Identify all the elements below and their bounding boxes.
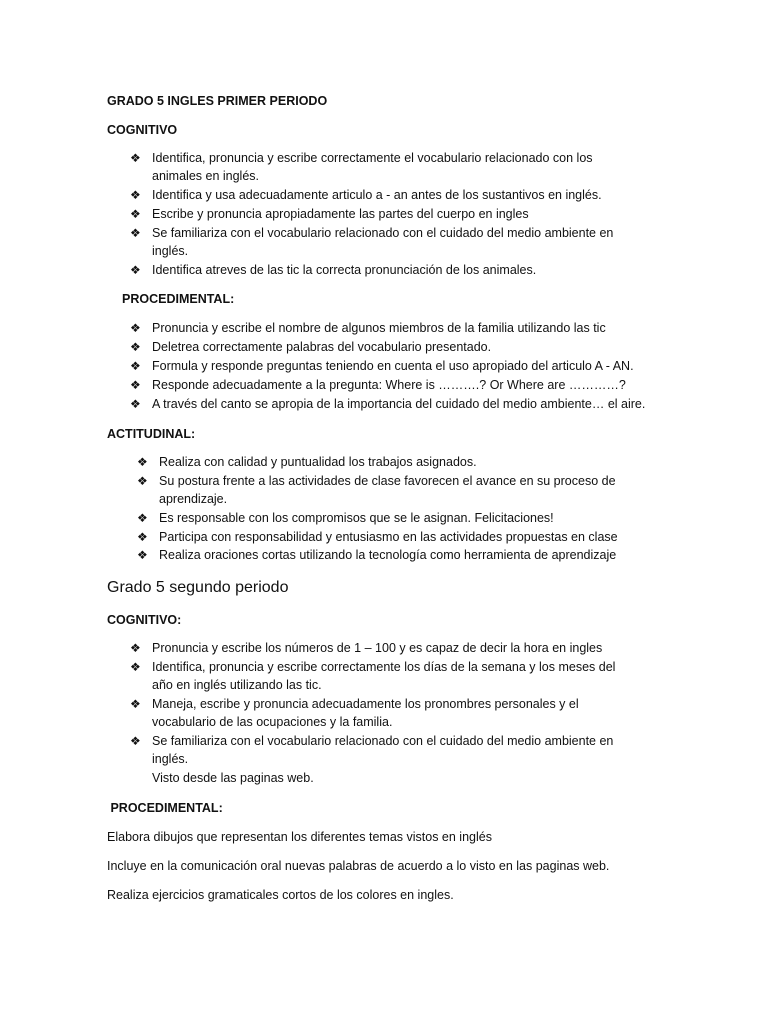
list-item-continuation: animales en inglés. [152, 169, 260, 183]
bullet-icon: ❖ [130, 151, 141, 165]
list-item: Maneja, escribe y pronuncia adecuadamente los pronombres personales y el [152, 697, 579, 711]
list-item: Realiza oraciones cortas utilizando la tecnología como herramienta de aprendizaje [159, 548, 617, 562]
bullet-icon: ❖ [130, 226, 141, 240]
list-item-continuation: aprendizaje. [159, 492, 228, 506]
bullet-icon: ❖ [130, 263, 141, 277]
period-1-title: GRADO 5 INGLES PRIMER PERIODO [107, 94, 328, 108]
list-item: Pronuncia y escribe el nombre de algunos miembros de la familia utilizando las tic [152, 321, 606, 335]
list-item: Escribe y pronuncia apropiadamente las partes del cuerpo en ingles [152, 207, 529, 221]
list-item: Responde adecuadamente a la pregunta: Where is ……….? Or Where are …………? [152, 378, 626, 392]
bullet-icon: ❖ [137, 455, 148, 469]
paragraph: Realiza ejercicios gramaticales cortos de los colores en ingles. [107, 888, 454, 902]
p1-cognitivo-heading: COGNITIVO [107, 123, 178, 137]
list-item-continuation: Visto desde las paginas web. [152, 771, 314, 785]
list-item: A través del canto se apropia de la importancia del cuidado del medio ambiente… el aire. [152, 397, 646, 411]
list-item-continuation: inglés. [152, 752, 189, 766]
paragraph: Incluye en la comunicación oral nuevas palabras de acuerdo a lo visto en las paginas web. [107, 859, 610, 873]
bullet-icon: ❖ [137, 474, 148, 488]
p1-procedimental-heading: PROCEDIMENTAL: [122, 292, 235, 306]
list-item-continuation: inglés. [152, 244, 189, 258]
bullet-icon: ❖ [130, 734, 141, 748]
list-item: Identifica atreves de las tic la correcta pronunciación de los animales. [152, 263, 537, 277]
list-item: Su postura frente a las actividades de clase favorecen el avance en su proceso de [159, 474, 616, 488]
paragraph: Elabora dibujos que representan los diferentes temas vistos en inglés [107, 830, 492, 844]
list-item: Formula y responde preguntas teniendo en cuenta el uso apropiado del articulo A - AN. [152, 359, 634, 373]
bullet-icon: ❖ [137, 548, 148, 562]
list-item: Identifica y usa adecuadamente articulo a - an antes de los sustantivos en inglés. [152, 188, 602, 202]
bullet-icon: ❖ [130, 359, 141, 373]
p2-procedimental-heading: PROCEDIMENTAL: [107, 801, 223, 815]
bullet-icon: ❖ [130, 321, 141, 335]
bullet-icon: ❖ [137, 530, 148, 544]
list-item: Realiza con calidad y puntualidad los trabajos asignados. [159, 455, 477, 469]
period-2-title: Grado 5 segundo periodo [107, 579, 289, 596]
bullet-icon: ❖ [130, 397, 141, 411]
p1-actitudinal-heading: ACTITUDINAL: [107, 427, 196, 441]
bullet-icon: ❖ [130, 641, 141, 655]
list-item-continuation: año en inglés utilizando las tic. [152, 678, 322, 692]
bullet-icon: ❖ [130, 660, 141, 674]
bullet-icon: ❖ [130, 378, 141, 392]
list-item: Se familiariza con el vocabulario relacionado con el cuidado del medio ambiente en [152, 226, 614, 240]
bullet-icon: ❖ [130, 188, 141, 202]
bullet-icon: ❖ [130, 207, 141, 221]
bullet-icon: ❖ [137, 511, 148, 525]
p2-cognitivo-heading: COGNITIVO: [107, 613, 182, 627]
list-item: Se familiariza con el vocabulario relacionado con el cuidado del medio ambiente en [152, 734, 614, 748]
list-item: Participa con responsabilidad y entusiasmo en las actividades propuestas en clase [159, 530, 618, 544]
list-item: Identifica, pronuncia y escribe correctamente el vocabulario relacionado con los [152, 151, 593, 165]
bullet-icon: ❖ [130, 697, 141, 711]
list-item: Deletrea correctamente palabras del vocabulario presentado. [152, 340, 492, 354]
list-item: Identifica, pronuncia y escribe correctamente los días de la semana y los meses del [152, 660, 616, 674]
list-item: Es responsable con los compromisos que se le asignan. Felicitaciones! [159, 511, 554, 525]
list-item-continuation: vocabulario de las ocupaciones y la familia. [152, 715, 393, 729]
bullet-icon: ❖ [130, 340, 141, 354]
list-item: Pronuncia y escribe los números de 1 – 100 y es capaz de decir la hora en ingles [152, 641, 603, 655]
